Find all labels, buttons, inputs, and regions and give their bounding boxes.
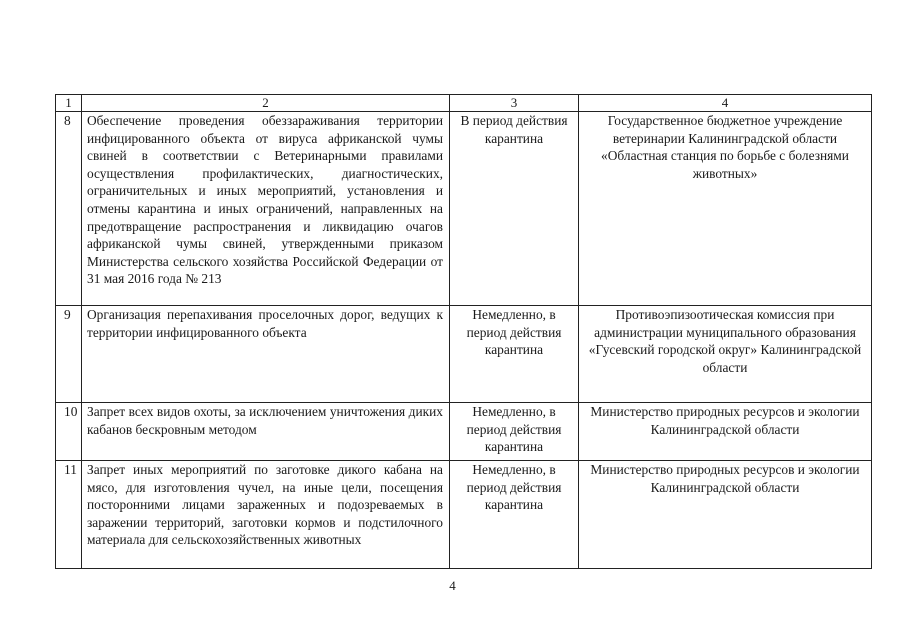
row-time: В период действия карантина [450,112,579,306]
table-header-row [56,95,872,112]
row-time: Немедленно, в период действия карантина [450,461,579,569]
table-row [56,403,872,461]
row-number: 11 [56,461,82,569]
header-cell-responsible: 4 [579,95,872,112]
row-measure: Запрет всех видов охоты, за исключением уничтожения диких кабанов бескровным методом [82,403,450,461]
row-time: Немедленно, в период действия карантина [450,306,579,403]
row-number: 9 [56,306,82,403]
row-measure: Запрет иных мероприятий по заготовке дикого кабана на мясо, для изготовления чучел, на иные цели, посещения посторонними лицами зараженных и подозреваемых в заражении территорий, заготовки кормов и подстилочного материала для сельскохозяйственных животных [82,461,450,569]
page-number: 4 [449,578,456,593]
row-measure: Организация перепахивания проселочных дорог, ведущих к территории инфицированного объекта [82,306,450,403]
row-responsible: Государственное бюджетное учреждение ветеринарии Калининградской области «Областная станция по борьбе с болезнями животных» [579,112,872,306]
row-responsible: Министерство природных ресурсов и экологии Калининградской области [579,461,872,569]
row-number: 8 [56,112,82,306]
header-cell-number: 1 [56,95,82,112]
measures-table [55,94,872,569]
row-responsible: Противоэпизоотическая комиссия при администрации муниципального образования «Гусевский городской округ» Калининградской области [579,306,872,403]
row-number: 10 [56,403,82,461]
row-responsible: Министерство природных ресурсов и экологии Калининградской области [579,403,872,461]
row-time: Немедленно, в период действия карантина [450,403,579,461]
header-cell-measure: 2 [82,95,450,112]
row-measure: Обеспечение проведения обеззараживания территории инфицированного объекта от вируса африканской чумы свиней в соответствии с Ветеринарными правилами осуществления профилактических, диагностических, ограничительных и иных мероприятий, установления и отмены карантина и иных ограничений, направленных на предотвращение распространения и ликвидацию очагов африканской чумы свиней, утвержденными приказом Министерства сельского хозяйства Российской Федерации от 31 мая 2016 года № 213 [82,112,450,306]
header-cell-time: 3 [450,95,579,112]
table-row [56,461,872,569]
table-row [56,112,872,306]
table-row [56,306,872,403]
